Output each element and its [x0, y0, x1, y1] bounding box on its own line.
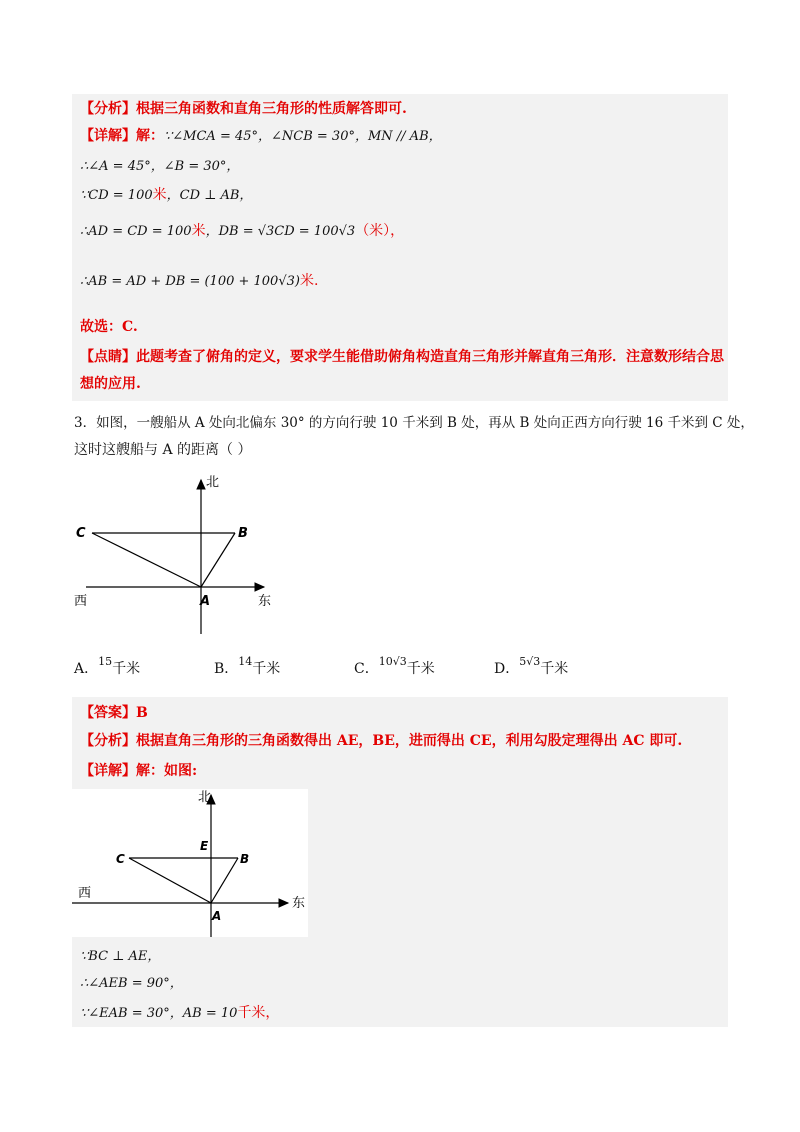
- detail-math-1: ∵∠MCA = 45°，∠NCB = 30°，MN // AB，: [164, 129, 442, 144]
- step3-tail: ，CD ⊥ AB，: [166, 188, 253, 203]
- label-e-2: E: [200, 839, 209, 853]
- comment-tag: 【点睛】: [80, 349, 136, 365]
- step2-line-2: ∴∠AEB = 90°，: [80, 976, 183, 991]
- step2-line-1: ∵BC ⊥ AE，: [80, 949, 161, 964]
- solution-figure: [72, 789, 308, 937]
- comment-text-1: 此题考查了俯角的定义，要求学生能借助俯角构造直角三角形并解直角三角形．注意数形结合思: [136, 349, 724, 365]
- segment-ab-2: [211, 858, 238, 903]
- step5-math: ∴AB = AD + DB = (100 + 100√3): [80, 274, 300, 289]
- option-b: B．$^{14}$千米: [214, 655, 281, 677]
- analysis-text-2: 根据直角三角形的三角函数得出 AE，BE，进而得出 CE，利用勾股定理得出 AC 即可.: [136, 733, 683, 749]
- label-east-2: 东: [292, 896, 306, 911]
- detail-line-2: [80, 762, 197, 780]
- step3-unit: 米: [152, 187, 167, 203]
- step3-math: ∵CD = 100: [80, 188, 153, 203]
- label-b: B: [238, 526, 248, 541]
- step-line-2: ∴∠A = 45°，∠B = 30°，: [80, 159, 240, 174]
- label-c-2: C: [116, 852, 125, 866]
- label-west-2: 西: [78, 886, 92, 901]
- detail-tag-2: 【详解】: [80, 763, 136, 779]
- comment-line-2: 想的应用.: [80, 376, 141, 392]
- option-d: D．$^{5√3}$千米: [494, 655, 569, 677]
- analysis-line-2: [80, 732, 682, 750]
- option-b-unit: 千米: [252, 661, 281, 677]
- step4-unit: 米: [191, 223, 206, 239]
- answer-value: B: [136, 705, 148, 721]
- analysis-tag-2: 【分析】: [80, 733, 136, 749]
- option-c: C．$^{10√3}$千米: [354, 655, 435, 677]
- label-a-2: A: [212, 909, 222, 923]
- label-b-2: B: [240, 852, 250, 866]
- option-c-value: 10√3: [378, 655, 407, 668]
- step5-unit: 米.: [299, 273, 319, 289]
- detail-intro-2: 解：如图:: [136, 763, 198, 779]
- label-north-2: 北: [198, 790, 212, 805]
- answer-line: [80, 704, 148, 722]
- option-c-unit: 千米: [406, 661, 435, 677]
- analysis-text: 根据三角函数和直角三角形的性质解答即可.: [136, 101, 407, 117]
- question-line-1: 3．如图，一艘船从 A 处向北偏东 30° 的方向行驶 10 千米到 B 处，再从 B 处向正西方向行驶 16 千米到 C 处，: [74, 415, 754, 431]
- answer-tag: 【答案】: [80, 705, 136, 721]
- choice-line: 故选：C.: [80, 319, 138, 335]
- step-line-3: [80, 186, 252, 205]
- option-a-value: 15: [98, 655, 113, 668]
- label-east: 东: [258, 594, 272, 609]
- question-line-2: 这时这艘船与 A 的距离（ ）: [74, 442, 252, 458]
- step2-line-3: [80, 1004, 279, 1023]
- option-d-value: 5√3: [519, 655, 541, 668]
- detail-line: [80, 127, 442, 146]
- option-d-unit: 千米: [540, 661, 569, 677]
- step-line-5: [80, 272, 318, 291]
- segment-ca-2: [129, 858, 211, 903]
- segment-ab: [201, 533, 235, 587]
- analysis-line: [80, 100, 407, 118]
- comment-line-1: [80, 348, 724, 366]
- detail-tag: 【详解】: [80, 128, 136, 144]
- label-a: A: [200, 594, 211, 609]
- step4-unit2: （米），: [355, 223, 405, 239]
- label-west: 西: [74, 594, 88, 609]
- question-figure: [72, 474, 302, 634]
- step4-tail: ，DB = √3CD = 100√3: [205, 224, 356, 239]
- step-line-4: [80, 222, 404, 241]
- step2-3-math: ∵∠EAB = 30°，AB = 10: [80, 1006, 238, 1021]
- analysis-tag: 【分析】: [80, 101, 136, 117]
- label-c: C: [76, 526, 86, 541]
- option-a-unit: 千米: [112, 661, 141, 677]
- step4-math: ∴AD = CD = 100: [80, 224, 192, 239]
- segment-ca: [92, 533, 201, 587]
- label-north: 北: [206, 475, 220, 490]
- detail-intro: 解：: [136, 128, 164, 144]
- option-b-value: 14: [238, 655, 253, 668]
- option-a: A．$^{15}$千米: [74, 655, 141, 677]
- step2-3-unit: 千米，: [237, 1005, 280, 1021]
